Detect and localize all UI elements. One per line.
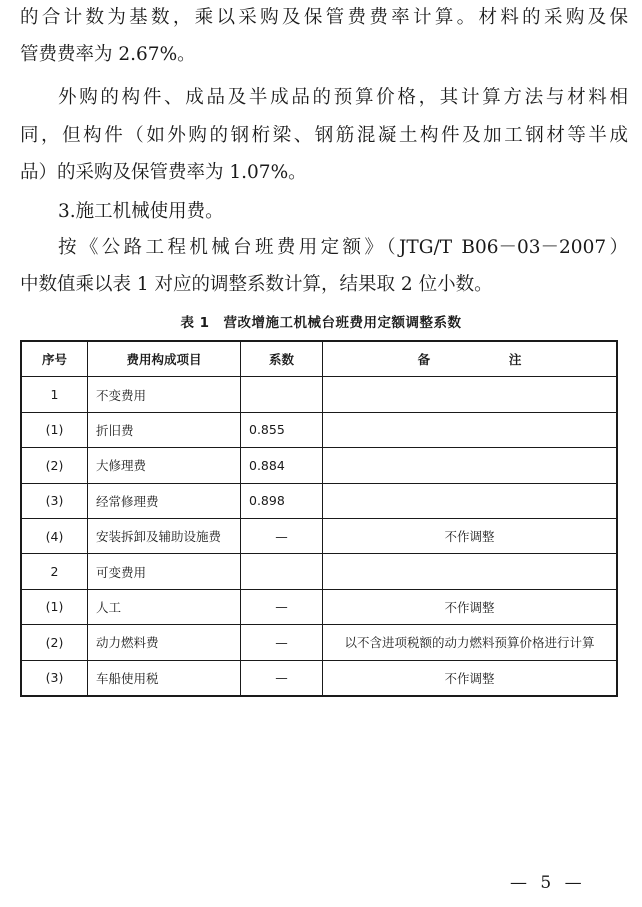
cell-seq: 1 [21,377,88,412]
paragraph-line: 品）的采购及保管费率为 1.07%。 [20,162,307,183]
cell-coef: 0.855 [241,412,323,447]
table-row [21,412,617,447]
cell-seq: (2) [21,448,88,483]
cell-remark [323,483,618,518]
page-number: — 5 — [510,873,586,893]
cell-coef: — [241,625,323,660]
paragraph-line: 同，但构件（如外购的钢桁梁、钢筋混凝土构件及加工钢材等半成 [20,125,628,146]
cell-seq: (1) [21,589,88,624]
paragraph-line: 按《公路工程机械台班费用定额》（JTG/T B06－03－2007） [58,237,628,258]
header-remark [323,341,618,377]
adjustment-coefficient-table [20,340,618,697]
table-row [21,660,617,696]
cell-coef: — [241,589,323,624]
table-caption: 表 1 营改增施工机械台班费用定额调整系数 [180,315,462,331]
header-seq: 序号 [21,341,88,377]
cell-remark: 不作调整 [323,589,618,624]
table-header-row [21,341,617,377]
table-row [21,554,617,589]
paragraph-line: 的合计数为基数，乘以采购及保管费费率计算。材料的采购及保 [20,7,628,28]
header-item: 费用构成项目 [88,341,241,377]
cell-remark [323,554,618,589]
cell-coef: 0.884 [241,448,323,483]
cell-item: 车船使用税 [88,660,241,696]
header-remark-b: 注 [508,352,522,368]
paragraph-line: 管费费率为 2.67%。 [20,44,196,65]
cell-item: 大修理费 [88,448,241,483]
cell-item: 经常修理费 [88,483,241,518]
cell-seq: (3) [21,483,88,518]
header-remark-a: 备 [417,352,431,368]
cell-seq: (2) [21,625,88,660]
paragraph-line: 中数值乘以表 1 对应的调整系数计算，结果取 2 位小数。 [20,274,493,295]
cell-coef: — [241,518,323,553]
cell-remark [323,377,618,412]
cell-remark [323,448,618,483]
table-row [21,625,617,660]
cell-seq: (3) [21,660,88,696]
cell-remark: 不作调整 [323,518,618,553]
table-row [21,589,617,624]
cell-item: 安装拆卸及辅助设施费 [88,518,241,553]
paragraph-line: 外购的构件、成品及半成品的预算价格，其计算方法与材料相 [58,87,628,108]
section-heading: 3.施工机械使用费。 [58,201,224,222]
cell-item: 动力燃料费 [88,625,241,660]
cell-item: 可变费用 [88,554,241,589]
table-row [21,483,617,518]
cell-item: 人工 [88,589,241,624]
cell-remark: 以不含进项税额的动力燃料预算价格进行计算 [323,625,618,660]
header-coef: 系数 [241,341,323,377]
cell-remark [323,412,618,447]
table-row [21,377,617,412]
table-row [21,518,617,553]
cell-item: 不变费用 [88,377,241,412]
cell-coef: — [241,660,323,696]
table-row [21,448,617,483]
cell-seq: (4) [21,518,88,553]
cell-coef [241,377,323,412]
cell-remark: 不作调整 [323,660,618,696]
cell-item: 折旧费 [88,412,241,447]
cell-seq: 2 [21,554,88,589]
cell-coef: 0.898 [241,483,323,518]
cell-seq: (1) [21,412,88,447]
cell-coef [241,554,323,589]
